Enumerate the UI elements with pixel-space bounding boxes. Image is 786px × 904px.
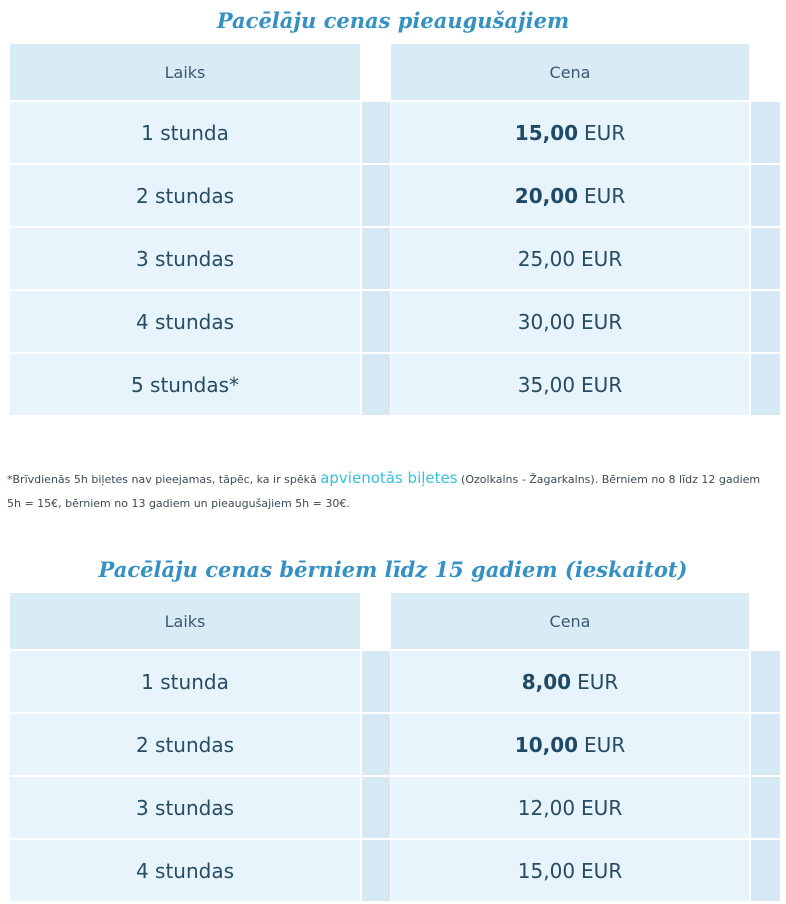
edge-cell — [751, 777, 780, 838]
table-row — [0, 289, 786, 352]
duration-cell: 1 stunda — [10, 102, 360, 163]
table-row — [0, 649, 786, 712]
duration-cell: 3 stundas — [10, 228, 360, 289]
edge-cell — [751, 165, 780, 226]
price-amount: 15,00 — [517, 858, 576, 883]
price-currency: EUR — [584, 183, 626, 208]
table-row — [0, 838, 786, 901]
table-row — [0, 712, 786, 775]
note-text-before: *Brīvdienās 5h biļetes nav pieejamas, tāpēc, ka ir spēkā — [7, 473, 321, 486]
table-row — [0, 352, 786, 415]
weekend-note — [7, 466, 767, 516]
price-amount: 35,00 — [517, 372, 576, 397]
edge-cell — [751, 228, 780, 289]
table-header-row — [0, 44, 786, 100]
price-amount: 8,00 — [521, 669, 572, 694]
duration-cell: 2 stundas — [10, 165, 360, 226]
price-currency: EUR — [577, 669, 619, 694]
table-header-row — [0, 593, 786, 649]
adult-price-title: Pacēlāju cenas pieaugušajiem — [216, 8, 570, 33]
header-price: Cena — [391, 593, 749, 649]
header-price: Cena — [391, 44, 749, 100]
note-text-after: (Ozolkalns - Žagarkalns). Bērniem no 8 līdz 12 gadiem 5h = 15€, bērniem no 13 gadiem un pieaugušajiem 5h = 30€. — [7, 473, 761, 510]
spacer-cell — [362, 102, 390, 163]
price-amount: 12,00 — [517, 795, 576, 820]
spacer-cell — [362, 165, 390, 226]
edge-cell — [751, 354, 780, 415]
edge-cell — [751, 651, 780, 712]
adult-table-body — [0, 100, 786, 415]
children-price-table — [0, 593, 786, 901]
price-currency: EUR — [581, 795, 623, 820]
spacer-cell — [362, 354, 390, 415]
header-time: Laiks — [10, 44, 360, 100]
spacer-cell — [362, 651, 390, 712]
adult-price-table — [0, 44, 786, 415]
price-amount: 20,00 — [514, 183, 579, 208]
price-amount: 30,00 — [517, 309, 576, 334]
edge-cell — [751, 840, 780, 901]
children-table-body — [0, 649, 786, 901]
price-currency: EUR — [584, 120, 626, 145]
price-cell — [391, 714, 749, 775]
price-currency: EUR — [581, 309, 623, 334]
edge-cell — [751, 714, 780, 775]
price-cell — [391, 165, 749, 226]
spacer-cell — [362, 714, 390, 775]
table-row — [0, 775, 786, 838]
edge-cell — [751, 291, 780, 352]
price-amount: 10,00 — [514, 732, 579, 757]
price-currency: EUR — [581, 246, 623, 271]
duration-cell: 4 stundas — [10, 291, 360, 352]
price-currency: EUR — [584, 732, 626, 757]
price-cell — [391, 228, 749, 289]
duration-cell: 5 stundas* — [10, 354, 360, 415]
price-amount: 25,00 — [517, 246, 576, 271]
table-row — [0, 226, 786, 289]
spacer-cell — [362, 840, 390, 901]
spacer-cell — [362, 777, 390, 838]
duration-cell: 2 stundas — [10, 714, 360, 775]
price-cell — [391, 651, 749, 712]
price-cell — [391, 291, 749, 352]
children-price-title: Pacēlāju cenas bērniem līdz 15 gadiem (ieskaitot) — [98, 557, 688, 582]
edge-cell — [751, 102, 780, 163]
price-amount: 15,00 — [514, 120, 579, 145]
price-currency: EUR — [581, 372, 623, 397]
spacer-cell — [362, 291, 390, 352]
duration-cell: 4 stundas — [10, 840, 360, 901]
price-cell — [391, 102, 749, 163]
spacer-cell — [362, 228, 390, 289]
duration-cell: 1 stunda — [10, 651, 360, 712]
price-cell — [391, 354, 749, 415]
combined-tickets-link[interactable]: apvienotās biļetes — [320, 469, 458, 487]
duration-cell: 3 stundas — [10, 777, 360, 838]
price-currency: EUR — [581, 858, 623, 883]
price-cell — [391, 777, 749, 838]
table-row — [0, 163, 786, 226]
header-time: Laiks — [10, 593, 360, 649]
table-row — [0, 100, 786, 163]
price-cell — [391, 840, 749, 901]
